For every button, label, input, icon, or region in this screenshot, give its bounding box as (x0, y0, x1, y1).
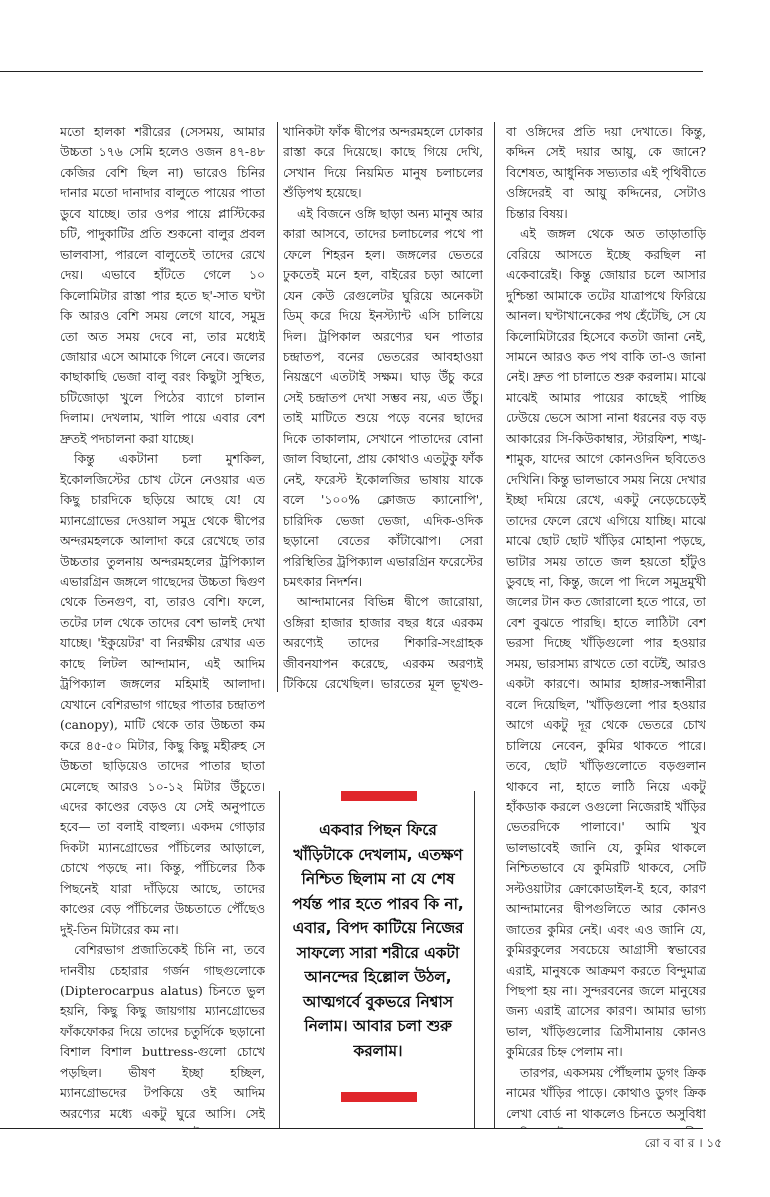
article-column-3 (506, 122, 706, 1128)
paragraph: তারপর, একসময় পৌঁছলাম ডুগং ক্রিক নামের খাঁড়ির পাড়ে। কোথাও ডুগং ক্রিক লেখা বোর্ড না থাকলেও চিনতে অসুবিধা (506, 1065, 706, 1121)
paragraph: এই বিজনে ওঙ্গি ছাড়া অন্য মানুষ আর কারা আসবে, তাদের চলাচলের পথে পা ফেলে শিহরন হল। জঙ্গলের ভেতরে ঢুকতেই মনে হল, বাইরের চড়া আলো যেন কেউ রেগুলেটর ঘুরিয়ে অনেকটা ডিম্ করে দিয়ে ইনস্ট্যান্ট এসি চালিয়ে দিল। ট্রপিকাল অরণ্যের ঘন পাতার চন্দ্রাতপ, বনের ভেতরের আবহাওয়া নিয়ন্ত্রণে এতটাই সক্ষম। ঘাড় উঁচু করে সেই চন্দ্রাতপ দেখা সম্ভব নয়, এত উঁচু। তাই মাটিতে শুয়ে পড়ে বনের ছাদের দিকে তাকালাম, সেখানে পাতাদের বোনা জাল বিছানো, প্রায় কোথাও এতটুকু ফাঁক নেই, ফরেস্ট ইকোলজির ভাষায় যাকে বলে '১০০% ক্লোজড ক্যানোপি', চারিদিক ভেজা ভেজা, এদিক-ওদিক ছড়ানো বেতের কাঁটাঝোপ। সেরা পরিস্থিতির ট্রপিক্যাল এভারগ্রিন ফরেস্টের চমৎকার নিদর্শন। (283, 206, 483, 589)
top-rule (0, 71, 703, 72)
paragraph: বেশিরভাগ প্রজাতিকেই চিনি না, তবে দানবীয় চেহারার গর্জন গাছগুলোকে (Dipterocarpus alatus) চিনতে ভুল হয়নি, কিছু কিছু জায়গায় ম্যানগ্রোভের ফাঁকফোকর দিয়ে তাদের চতুর্দিকে ছড়ানো বিশাল বিশাল buttress-গুলো চোখে পড়ছিল। ভীষণ ইচ্ছা হচ্ছিল, ম্যানগ্রোভদের টপকিয়ে ওই আদিম অরণ্যের মধ্যে একটু ঘুরে আসি। সেই (60, 943, 265, 1121)
column-divider (494, 122, 495, 1128)
pull-quote-bottom-bar (341, 1092, 417, 1102)
article-column-2 (283, 122, 483, 692)
paragraph: মতো হালকা শরীরের (সেসময়, আমার উচ্চতা ১৭৬ সেমি হলেও ওজন ৪৭-৪৮ কেজির বেশি ছিল না) ভারেও চিনির দানার মতো দানাদার বালুতে পায়ের পাতা ডুবে যাচ্ছে। তার ওপর পায়ে প্লাস্টিকের চটি, পাদুকাটির প্রতি শুকনো বালুর প্রবল ভালবাসা, পারলে বালুতেই তাদের রেখে দেয়। এভাবে হাঁটতে গেলে ১০ কিলোমিটার রাস্তা পার হতে ছ'-সাত ঘণ্টা কি আরও বেশি সময় লেগে যাবে, সমুদ্র তো অত সময় দেবে না, তার মধ্যেই জোয়ার এসে আমাকে গিলে নেবে। জলের কাছাকাছি ভেজা বালু বরং কিছুটা সুস্থিত, চটিজোড়া খুলে পিঠের ব্যাগে চালান দিলাম। দেখলাম, খালি পায়ে এবার বেশ দ্রুতই পদচালনা করা যাচ্ছে। (60, 125, 265, 446)
paragraph: খানিকটা ফাঁক দ্বীপের অন্দরমহলে ঢোকার রাস্তা করে দিয়েছে। কাছে গিয়ে দেখি, সেখান দিয়ে নিয়মিত মানুষ চলাচলের শুঁড়িপথ হয়েছে। (283, 125, 483, 201)
pull-quote-text: একবার পিছন ফিরে খাঁড়িটাকে দেখলাম, এতক্ষণ নিশ্চিত ছিলাম না যে শেষ পর্যন্ত পার হতে পারব কি না, এবার, বিপদ কাটিয়ে নিজের সাফল্যে সারা শরীরে একটা আনন্দের হিল্লোল উঠল, আত্মগর্বে বুকভরে নিশ্বাস নিলাম। আবার চলা শুরু করলাম। (292, 821, 464, 1060)
column-divider (277, 122, 278, 692)
page-folio: রো ব বা র । ১৫ (644, 1136, 722, 1150)
pull-quote-top-bar (341, 791, 417, 801)
bottom-rule (0, 1128, 703, 1129)
paragraph: এই জঙ্গল থেকে অত তাড়াতাড়ি বেরিয়ে আসতে ইচ্ছে করছিল না একেবারেই। কিন্তু জোয়ার চলে আসার দুশ্চিন্তা আমাকে তটের যাত্রাপথে ফিরিয়ে আনল। ঘণ্টাখানেকের পথ হেঁটেছি, সে যে কিলোমিটারের হিসেবে কতটা জানা নেই, সামনে আরও কত পথ বাকি তা-ও জানা নেই। দ্রুত পা চালাতে শুরু করলাম। মাঝে মাঝেই আমার পায়ের কাছেই পাচ্ছি ঢেউয়ে ভেসে আসা নানা ধরনের বড় বড় আকারের সি-কিউকাম্বার, স্টারফিশ, শঙ্খ-শামুক, যাদের আগে কোনওদিন ছবিতেও দেখিনি। কিন্তু ভালভাবে সময় নিয়ে দেখার ইচ্ছা দমিয়ে রেখে, একটু নেড়েচেড়েই তাদের ফেলে রেখে এগিয়ে যাচ্ছি। মাঝে মাঝে ছোট ছোট খাঁড়ির মোহানা পড়ছে, ভাটার সময় তাতে জল হয়তো হাঁটুও ডুবছে না, কিন্তু, জলে পা দিলে সমুদ্রমুখী জলের টান কত জোরালো হতে পারে, তা বেশ বুঝতে পারছি। হাতে লাঠিটা বেশ ভরসা দিচ্ছে খাঁড়িগুলো পার হওয়ার সময়, ভারসাম্য রাখতে তো বটেই, আরও একটা কারণে। আমার হাঙ্গার-সন্ধানীরা বলে দিয়েছিল, 'খাঁড়িগুলো পার হওয়ার আগে একটু দূর থেকে ভেতরে চোখ চালিয়ে নেবেন, কুমির থাকতে পারে। তবে, ছোট খাঁড়িগুলোতে বড়গুলান থাকবে না, হাতে লাঠি নিয়ে একটু হাঁকডাক করলে ওগুলো নিজেরাই খাঁড়ির ভেতরদিকে পালাবে।' আমি খুব ভালভাবেই জানি যে, কুমির থাকলে নিশ্চিতভাবে যে কুমিরটি থাকবে, সেটি সল্টওয়াটার ক্রোকোডাইল-ই হবে, কারণ আন্দামানের দ্বীপগুলিতে আর কোনও জাতের কুমির নেই। এবং এও জানি যে, কুমিরকুলের সবচেয়ে আগ্রাসী স্বভাবের এরাই, মানুষকে আক্রমণ করতে বিন্দুমাত্র পিছপা হয় না। সুন্দরবনের জলে মানুষের জন্য এরাই ত্রাসের কারণ। আমার ভাগ্য ভাল, খাঁড়িগুলোর ত্রিসীমানায় কোনও কুমিরের চিহ্ন পেলাম না। (506, 227, 706, 1060)
paragraph: বা ওঙ্গিদের প্রতি দয়া দেখাতে। কিন্তু, কদ্দিন সেই দয়ার আয়ু, কে জানে? বিশেষত, আধুনিক সভ্যতার এই পৃথিবীতে ওঙ্গিদেরই বা আয়ু কদ্দিনের, সেটাও চিন্তার বিষয়। (506, 125, 706, 221)
pull-quote (279, 791, 475, 1128)
article-column-1 (60, 122, 265, 1128)
paragraph: কিন্তু একটানা চলা মুশকিল, ইকোলজিস্টের চোখ টেনে নেওয়ার এত কিছু চারদিকে ছড়িয়ে আছে যে! যে ম্যানগ্রোভের দেওয়াল সমুদ্র থেকে দ্বীপের অন্দরমহলকে আলাদা করে রেখেছে তার উচ্চতার তুলনায় অন্দরমহলের ট্রপিক্যাল এভারগ্রিন জঙ্গলে গাছেদের উচ্চতা দ্বিগুণ থেকে তিনগুণ, বা, তারও বেশি। ফলে, তটের ঢাল থেকে তাদের বেশ ভালই দেখা যাচ্ছে। 'ইকুয়েটর' বা নিরক্ষীয় রেখার এত কাছে লিটল আন্দামান, এই আদিম ট্রপিক্যাল জঙ্গলের মহিমাই আলাদা। যেখানে বেশিরভাগ গাছের পাতার চন্দ্রাতপ (canopy), মাটি থেকে তার উচ্চতা কম করে ৪৫-৫০ মিটার, কিছু কিছু মহীরুহ সে উচ্চতা ছাড়িয়েও তাদের পাতার ছাতা মেলেছে আরও ১০-১২ মিটার উঁচুতে। এদের কাণ্ডের বেড়ও যে সেই অনুপাতে হবে— তা বলাই বাহুল্য। একদম গোড়ার দিকটা ম্যানগ্রোভের পাঁচিলের আড়ালে, চোখে পড়ছে না। কিন্তু, পাঁচিলের ঠিক পিছনেই যারা দাঁড়িয়ে আছে, তাদের কাণ্ডের বেড় পাঁচিলের উচ্চতাতে পৌঁছেও দুই-তিন মিটারের কম না। (60, 452, 265, 937)
paragraph: আন্দামানের বিভিন্ন দ্বীপে জারোয়া, ওঙ্গিরা হাজার হাজার বছর ধরে এরকম অরণ্যেই তাদের শিকারি-সংগ্রাহক জীবনযাপন করেছে, এরকম অরণ্যই টিকিয়ে রেখেছিল। ভারতের মূল ভূখণ্ড- (283, 595, 483, 692)
